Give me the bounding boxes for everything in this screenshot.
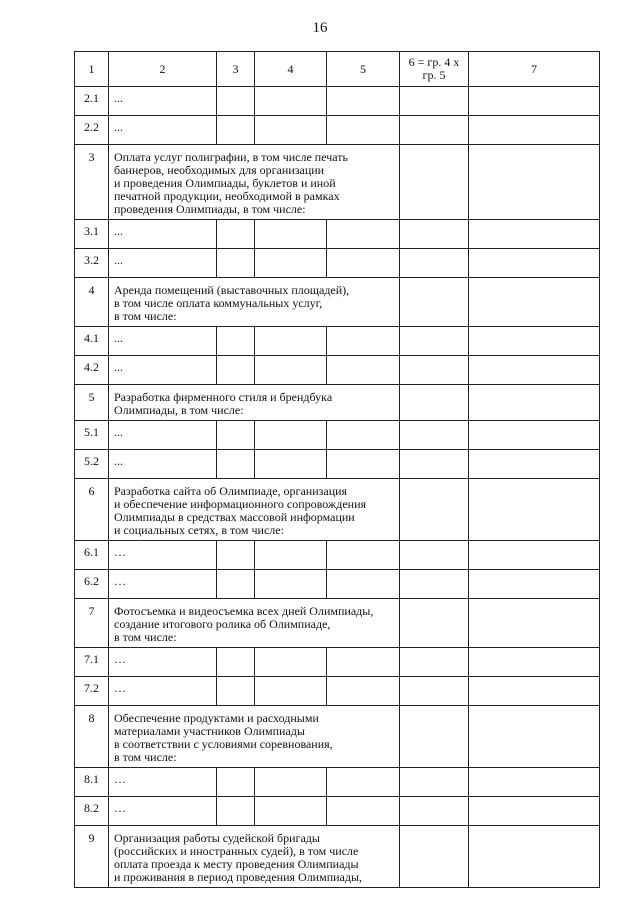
table-header-row (75, 52, 600, 87)
row-col4-cell (255, 249, 327, 278)
row-col4-cell (255, 116, 327, 145)
row-col3-cell (217, 768, 255, 797)
row-note-cell (469, 116, 600, 145)
table-row-subitem (75, 220, 600, 249)
row-col5-cell (327, 677, 400, 706)
row-col3-cell (217, 677, 255, 706)
row-description-cell: … (109, 677, 217, 706)
row-note-cell (469, 87, 600, 116)
row-note-cell (469, 249, 600, 278)
row-col5-cell (327, 249, 400, 278)
row-description-cell: ... (109, 327, 217, 356)
row-total-cell (400, 648, 469, 677)
table-row-subitem (75, 570, 600, 599)
row-total-cell (400, 220, 469, 249)
row-number-cell: 2.2 (75, 116, 109, 145)
table-row-subitem (75, 797, 600, 826)
row-description-cell: ... (109, 116, 217, 145)
row-total-cell (400, 599, 469, 648)
row-col5-cell (327, 541, 400, 570)
row-total-cell (400, 421, 469, 450)
row-col4-cell (255, 677, 327, 706)
row-col5-cell (327, 116, 400, 145)
row-total-cell (400, 278, 469, 327)
row-number-cell: 3 (75, 145, 109, 220)
row-col4-cell (255, 327, 327, 356)
row-total-cell (400, 116, 469, 145)
row-col5-cell (327, 327, 400, 356)
table-row-section (75, 479, 600, 541)
row-number-cell: 4.1 (75, 327, 109, 356)
row-description-cell: … (109, 797, 217, 826)
row-total-cell (400, 797, 469, 826)
header-cell-2: 2 (109, 52, 217, 87)
row-number-cell: 7 (75, 599, 109, 648)
row-col4-cell (255, 570, 327, 599)
row-description-cell: Аренда помещений (выставочных площадей), в том числе оплата коммунальных услуг, в том числе: (109, 278, 400, 327)
row-total-cell (400, 541, 469, 570)
table-row-subitem (75, 249, 600, 278)
header-cell-4: 4 (255, 52, 327, 87)
header-cell-1: 1 (75, 52, 109, 87)
row-col3-cell (217, 116, 255, 145)
row-col5-cell (327, 797, 400, 826)
row-number-cell: 6 (75, 479, 109, 541)
table-row-section (75, 599, 600, 648)
row-col5-cell (327, 356, 400, 385)
row-total-cell (400, 768, 469, 797)
row-col4-cell (255, 450, 327, 479)
row-number-cell: 3.2 (75, 249, 109, 278)
row-number-cell: 8 (75, 706, 109, 768)
row-total-cell (400, 706, 469, 768)
row-note-cell (469, 541, 600, 570)
row-total-cell (400, 145, 469, 220)
table-row-subitem (75, 327, 600, 356)
row-description-cell: Разработка фирменного стиля и брендбука Олимпиады, в том числе: (109, 385, 400, 421)
table-row-subitem (75, 116, 600, 145)
row-note-cell (469, 570, 600, 599)
row-note-cell (469, 327, 600, 356)
row-total-cell (400, 249, 469, 278)
row-col4-cell (255, 768, 327, 797)
table-row-section (75, 145, 600, 220)
row-description-cell: ... (109, 249, 217, 278)
row-col5-cell (327, 87, 400, 116)
header-cell-5: 5 (327, 52, 400, 87)
row-col3-cell (217, 356, 255, 385)
row-number-cell: 4.2 (75, 356, 109, 385)
row-col4-cell (255, 421, 327, 450)
row-col3-cell (217, 648, 255, 677)
row-description-cell: … (109, 570, 217, 599)
header-cell-7: 7 (469, 52, 600, 87)
row-note-cell (469, 648, 600, 677)
row-col3-cell (217, 220, 255, 249)
header-cell-3: 3 (217, 52, 255, 87)
row-number-cell: 8.1 (75, 768, 109, 797)
row-total-cell (400, 385, 469, 421)
row-description-cell: ... (109, 450, 217, 479)
table-row-subitem (75, 356, 600, 385)
row-description-cell: … (109, 541, 217, 570)
row-col5-cell (327, 220, 400, 249)
row-total-cell (400, 87, 469, 116)
row-description-cell: ... (109, 421, 217, 450)
table-row-subitem (75, 768, 600, 797)
row-col3-cell (217, 797, 255, 826)
row-col4-cell (255, 220, 327, 249)
row-col4-cell (255, 541, 327, 570)
row-description-cell: Обеспечение продуктами и расходными материалами участников Олимпиады в соответствии с условиями соревнования, в том числе: (109, 706, 400, 768)
row-number-cell: 5.1 (75, 421, 109, 450)
row-number-cell: 2.1 (75, 87, 109, 116)
row-number-cell: 7.1 (75, 648, 109, 677)
table-row-subitem (75, 648, 600, 677)
table-row-section (75, 278, 600, 327)
budget-table (74, 51, 600, 888)
row-total-cell (400, 479, 469, 541)
row-number-cell: 7.2 (75, 677, 109, 706)
row-note-cell (469, 677, 600, 706)
row-note-cell (469, 450, 600, 479)
row-total-cell (400, 450, 469, 479)
row-col3-cell (217, 249, 255, 278)
row-description-cell: Разработка сайта об Олимпиаде, организация и обеспечение информационного сопровождения Олимпиады в средствах массовой информации и социальных сетях, в том числе: (109, 479, 400, 541)
row-note-cell (469, 385, 600, 421)
row-col4-cell (255, 648, 327, 677)
row-description-cell: Оплата услуг полиграфии, в том числе печать баннеров, необходимых для организации и проведения Олимпиады, буклетов и иной печатной продукции, необходимой в рамках проведения Олимпиады, в том числе: (109, 145, 400, 220)
row-note-cell (469, 706, 600, 768)
row-note-cell (469, 599, 600, 648)
row-number-cell: 6.2 (75, 570, 109, 599)
row-total-cell (400, 327, 469, 356)
row-total-cell (400, 826, 469, 888)
row-col5-cell (327, 450, 400, 479)
row-note-cell (469, 421, 600, 450)
table-body (75, 52, 600, 888)
table-row-subitem (75, 541, 600, 570)
row-description-cell: ... (109, 356, 217, 385)
row-number-cell: 6.1 (75, 541, 109, 570)
row-note-cell (469, 768, 600, 797)
table-row-subitem (75, 87, 600, 116)
row-number-cell: 9 (75, 826, 109, 888)
row-total-cell (400, 570, 469, 599)
row-col3-cell (217, 87, 255, 116)
row-col4-cell (255, 356, 327, 385)
table-row-subitem (75, 421, 600, 450)
row-description-cell: ... (109, 220, 217, 249)
row-note-cell (469, 278, 600, 327)
row-note-cell (469, 356, 600, 385)
table-row-section (75, 706, 600, 768)
page-number: 16 (312, 20, 328, 36)
row-note-cell (469, 479, 600, 541)
row-col5-cell (327, 421, 400, 450)
row-col3-cell (217, 327, 255, 356)
row-description-cell: … (109, 648, 217, 677)
row-col5-cell (327, 648, 400, 677)
row-note-cell (469, 220, 600, 249)
row-total-cell (400, 677, 469, 706)
row-col3-cell (217, 570, 255, 599)
row-description-cell: Организация работы судейской бригады (российских и иностранных судей), в том числе оплата проезда к месту проведения Олимпиады и проживания в период проведения Олимпиады, (109, 826, 400, 888)
row-total-cell (400, 356, 469, 385)
row-col5-cell (327, 570, 400, 599)
row-number-cell: 4 (75, 278, 109, 327)
row-col3-cell (217, 541, 255, 570)
row-number-cell: 8.2 (75, 797, 109, 826)
row-col4-cell (255, 87, 327, 116)
row-note-cell (469, 145, 600, 220)
row-col4-cell (255, 797, 327, 826)
row-number-cell: 5 (75, 385, 109, 421)
row-col5-cell (327, 768, 400, 797)
table-row-subitem (75, 677, 600, 706)
row-description-cell: Фотосъемка и видеосъемка всех дней Олимпиады, создание итогового ролика об Олимпиаде, в том числе: (109, 599, 400, 648)
header-cell-6: 6 = гр. 4 х гр. 5 (400, 52, 469, 87)
table-row-subitem (75, 450, 600, 479)
row-number-cell: 3.1 (75, 220, 109, 249)
table-row-section (75, 385, 600, 421)
row-note-cell (469, 826, 600, 888)
row-description-cell: ... (109, 87, 217, 116)
row-description-cell: … (109, 768, 217, 797)
row-col3-cell (217, 421, 255, 450)
row-note-cell (469, 797, 600, 826)
row-col3-cell (217, 450, 255, 479)
row-number-cell: 5.2 (75, 450, 109, 479)
table-row-section (75, 826, 600, 888)
